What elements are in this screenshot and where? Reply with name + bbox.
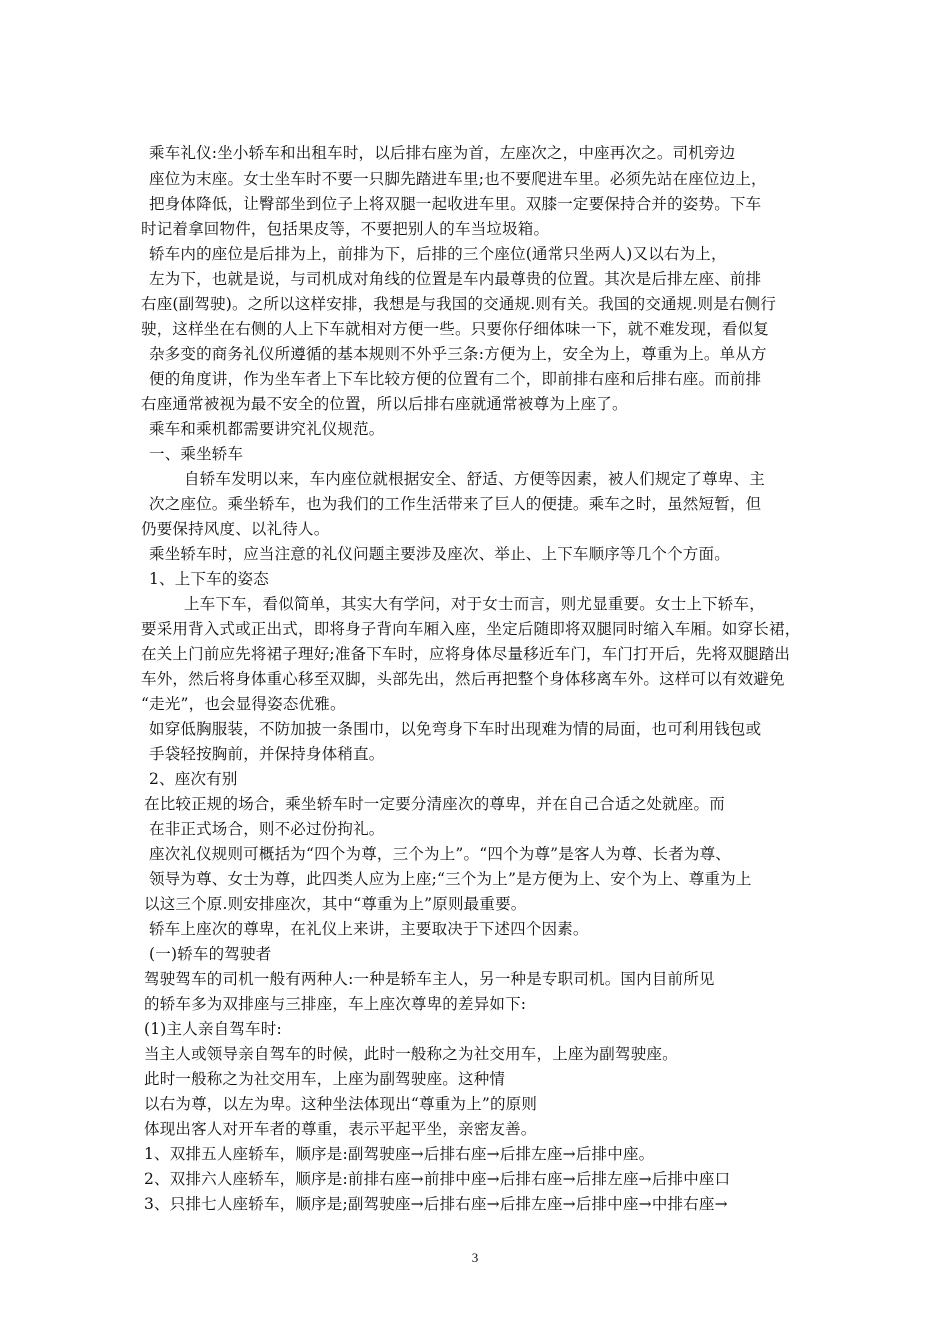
text-line: 杂多变的商务礼仪所遵循的基本规则不外乎三条:方便为上，安全为上，尊重为上。单从方 [149,345,767,363]
text-line: 1、双排五人座轿车，顺序是:副驾驶座→后排右座→后排左座→后排中座。 [144,1145,655,1163]
section-heading: 1、上下车的姿态 [149,570,269,588]
text-line: 右座(副驾驶)。之所以这样安排，我想是与我国的交通规.则有关。我国的交通规.则是右侧行 [141,295,777,313]
text-line: 上车下车，看似简单，其实大有学问，对于女士而言，则尤显重要。女士上下轿车， [184,595,765,613]
text-line: 轿车内的座位是后排为上，前排为下，后排的三个座位(通常只坐两人)又以右为上， [149,245,727,263]
section-heading: (1)主人亲自驾车时: [144,1020,282,1038]
text-line: 自轿车发明以来，车内座位就根据安全、舒适、方便等因素，被人们规定了尊卑、主 [184,470,765,488]
text-line: 乘坐轿车时，应当注意的礼仪问题主要涉及座次、举止、上下车顺序等几个个方面。 [149,545,730,563]
text-line: 以右为尊，以左为卑。这种坐法体现出“尊重为上”的原则 [144,1095,538,1113]
text-line: 手袋轻按胸前，并保持身体稍直。 [149,745,385,763]
section-heading: 2、座次有别 [149,770,238,788]
text-line: 体现出客人对开车者的尊重，表示平起平坐，亲密友善。 [144,1120,537,1138]
text-line: 要采用背入式或正出式，即将身子背向车厢入座，坐定后随即将双腿同时缩入车厢。如穿长裙， [141,620,801,638]
text-line: 时记着拿回物件，包括果皮等，不要把别人的车当垃圾箱。 [141,220,550,238]
text-line: 车外，然后将身体重心移至双脚，头部先出，然后再把整个身体移离车外。这样可以有效避免 [141,670,785,688]
text-line: 领导为尊、女士为尊，此四类人应为上座;“三个为上”是方便为上、安个为上、尊重为上 [149,870,752,888]
text-line: 右座通常被视为最不安全的位置，所以后排右座就通常被尊为上座了。 [141,395,628,413]
text-line: 座次礼仪规则可概括为“四个为尊，三个为上”。“四个为尊”是客人为尊、长者为尊、 [149,845,731,863]
text-line: 轿车上座次的尊卑，在礼仪上来讲，主要取决于下述四个因素。 [149,920,589,938]
text-line: 以这三个原.则安排座次，其中“尊重为上”原则最重要。 [144,895,527,913]
text-line: 乘车和乘机都需要讲究礼仪规范。 [149,420,385,438]
text-line: 在关上门前应先将裙子理好;准备下车时，应将身体尽量移近车门，车门打开后，先将双腿踏出 [141,645,791,663]
text-line: 2、双排六人座轿车，顺序是:前排右座→前排中座→后排右座→后排左座→后排中座口 [144,1170,731,1188]
text-line: 如穿低胸服装，不防加披一条围巾，以免弯身下车时出现难为情的局面，也可利用钱包或 [149,720,762,738]
text-line: 便的角度讲，作为坐车者上下车比较方便的位置有二个，即前排右座和后排右座。而前排 [149,370,762,388]
text-line: 次之座位。乘坐轿车，也为我们的工作生活带来了巨人的便捷。乘车之时，虽然短暂，但 [149,495,762,513]
text-line: “走光”，也会显得姿态优雅。 [141,695,346,713]
text-line: 在非正式场合，则不必过份拘礼。 [149,820,385,838]
text-line: 左为下，也就是说，与司机成对角线的位置是车内最尊贵的位置。其次是后排左座、前排 [149,270,762,288]
text-line: 仍要保持风度、以礼待人。 [141,520,330,538]
text-line: 乘车礼仪:坐小轿车和出租车时，以后排右座为首，左座次之，中座再次之。司机旁边 [149,144,736,162]
page-number: 3 [471,1250,479,1265]
text-line: 座位为末座。女士坐车时不要一只脚先踏进车里;也不要爬进车里。必须先站在座位边上， [149,170,767,188]
text-line: 在比较正规的场合，乘坐轿车时一定要分清座次的尊卑，并在自己合适之处就座。而 [144,795,725,813]
section-heading: (一)轿车的驾驶者 [149,945,272,963]
text-line: 当主人或领导亲自驾车的时候，此时一般称之为社交用车，上座为副驾驶座。 [144,1045,678,1063]
text-line: 3、只排七人座轿车，顺序是;副驾驶座→后排右座→后排左座→后排中座→中排右座→ [144,1195,728,1213]
text-line: 此时一般称之为社交用车，上座为副驾驶座。这种情 [144,1070,506,1088]
text-line: 驾驶驾车的司机一般有两种人:一种是轿车主人，另一种是专职司机。国内目前所见 [144,970,715,988]
text-line: 把身体降低，让臀部坐到位子上将双腿一起收进车里。双膝一定要保持合并的姿势。下车 [149,195,762,213]
text-line: 驶，这样坐在右侧的人上下车就相对方便一些。只要你仔细体味一下，就不难发现，看似复 [141,320,770,338]
text-line: 的轿车多为双排座与三排座，车上座次尊卑的差异如下: [144,995,527,1013]
section-heading: 一、乘坐轿车 [149,445,244,463]
